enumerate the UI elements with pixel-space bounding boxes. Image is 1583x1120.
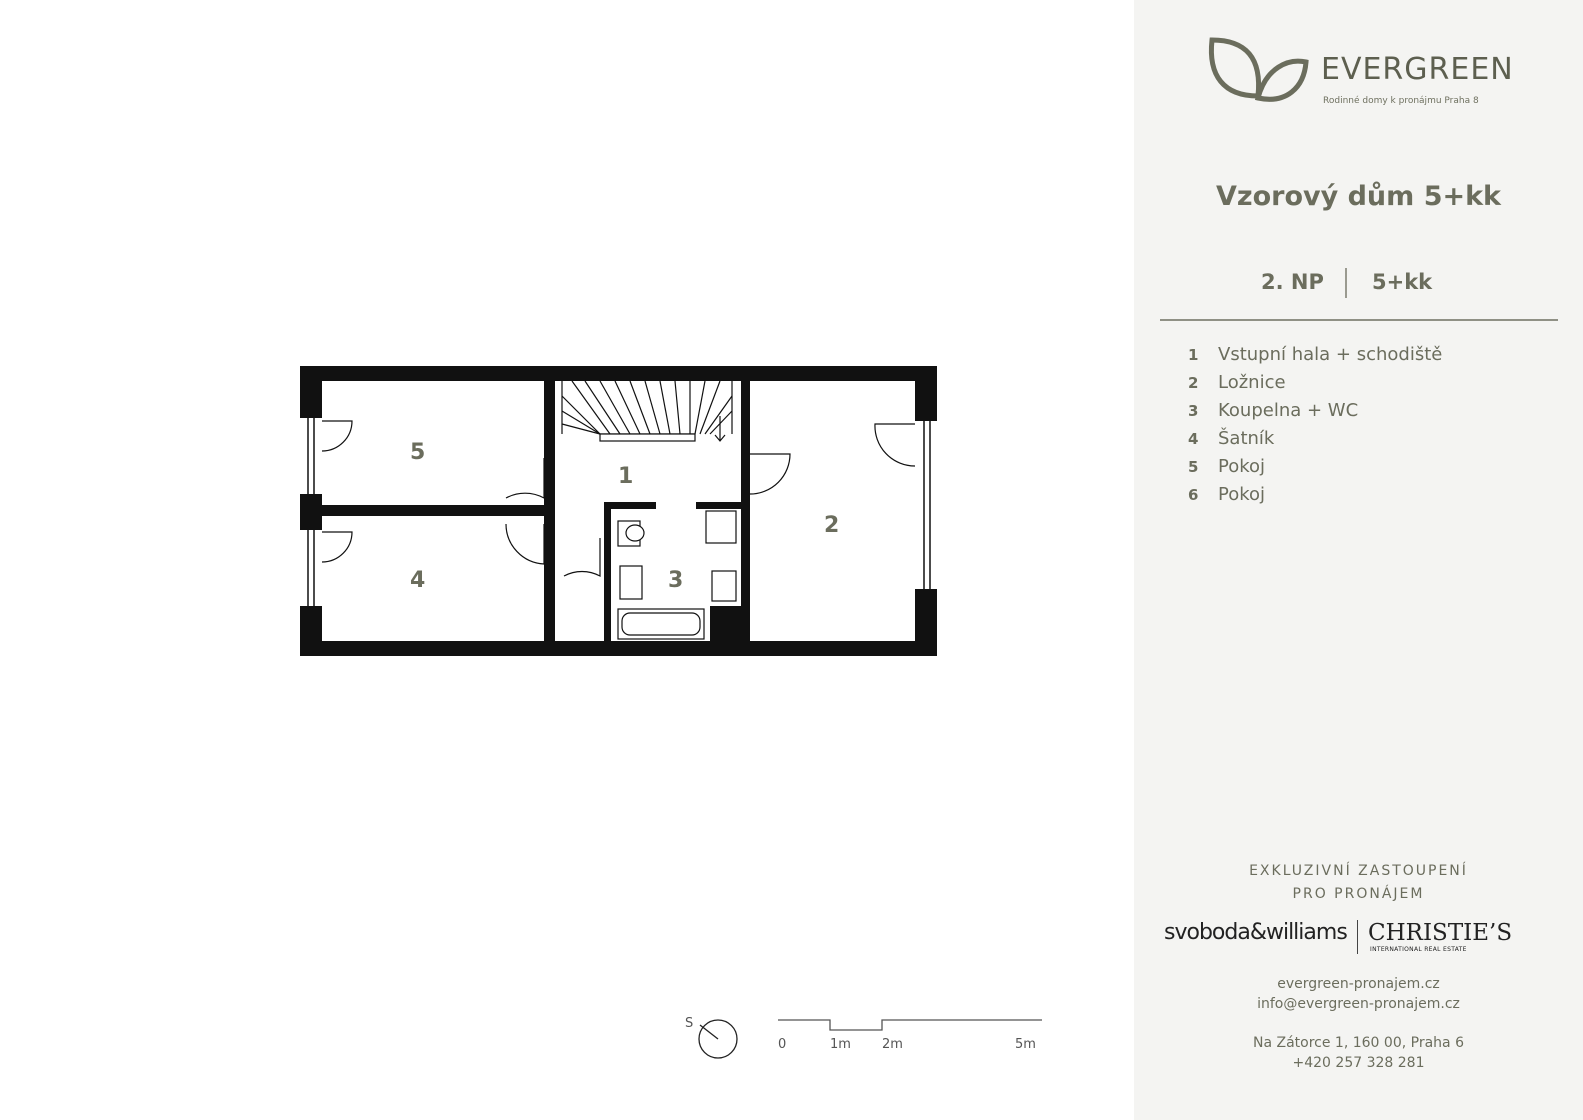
- legend-item: 6 Pokoj: [1188, 484, 1266, 505]
- scale-1m: 1m: [830, 1037, 851, 1052]
- legend-item: 4 Šatník: [1188, 428, 1275, 449]
- partner-divider: [1357, 920, 1358, 954]
- room-label-4: 4: [410, 568, 426, 593]
- room-4-floor: [322, 516, 544, 641]
- christies-subtitle: INTERNATIONAL REAL ESTATE: [1370, 946, 1467, 953]
- phone-number[interactable]: +420 257 328 281: [1292, 1055, 1425, 1071]
- christies-logo: CHRISTIE’S: [1368, 920, 1513, 946]
- scale-bar: [778, 1020, 1042, 1030]
- address-block: [1134, 1033, 1583, 1073]
- floor-info: [1134, 268, 1583, 300]
- room-label-1: 1: [618, 464, 634, 489]
- contact-links: [1134, 974, 1583, 1014]
- room-5-floor: [322, 381, 544, 505]
- leaf-logo-icon: [1206, 36, 1311, 108]
- room-label-2: 2: [824, 513, 840, 538]
- email-link[interactable]: info@evergreen-pronajem.cz: [1257, 996, 1460, 1012]
- svoboda-williams-logo: svoboda&williams: [1164, 920, 1347, 945]
- scale-5m: 5m: [1015, 1037, 1036, 1052]
- legend-item: 5 Pokoj: [1188, 456, 1266, 477]
- room-label-5: 5: [410, 440, 426, 465]
- brand-name: EVERGREEN: [1321, 52, 1514, 87]
- compass-label: S: [685, 1016, 694, 1031]
- legend-item: 3 Koupelna + WC: [1188, 400, 1359, 421]
- partner-logos: [1134, 920, 1583, 960]
- legend-item: 1 Vstupní hala + schodiště: [1188, 344, 1443, 365]
- info-sidebar: [1134, 0, 1583, 1120]
- floor-label: 2. NP: [1261, 270, 1324, 294]
- website-link[interactable]: evergreen-pronajem.cz: [1277, 976, 1440, 992]
- room-2-floor: [750, 381, 915, 641]
- agency-heading: EXKLUZIVNÍ ZASTOUPENÍ PRO PRONÁJEM: [1249, 863, 1468, 902]
- house-title: Vzorový dům 5+kk: [1215, 181, 1502, 212]
- floor-plan: [300, 366, 940, 658]
- compass-icon: [685, 1016, 737, 1058]
- layout-label: 5+kk: [1372, 270, 1433, 294]
- evergreen-logo: [1206, 36, 1526, 116]
- brand-tagline: Rodinné domy k pronájmu Praha 8: [1323, 96, 1479, 106]
- legend-item: 2 Ložnice: [1188, 372, 1286, 393]
- horizontal-rule: [1160, 319, 1558, 321]
- room-label-3: 3: [668, 568, 684, 593]
- scale-0: 0: [778, 1037, 787, 1052]
- divider: [1345, 268, 1347, 298]
- scale-2m: 2m: [882, 1037, 903, 1052]
- address-text: Na Zátorce 1, 160 00, Praha 6: [1253, 1035, 1464, 1051]
- scale-and-compass: [680, 1010, 1050, 1065]
- room-legend: [1188, 344, 1442, 512]
